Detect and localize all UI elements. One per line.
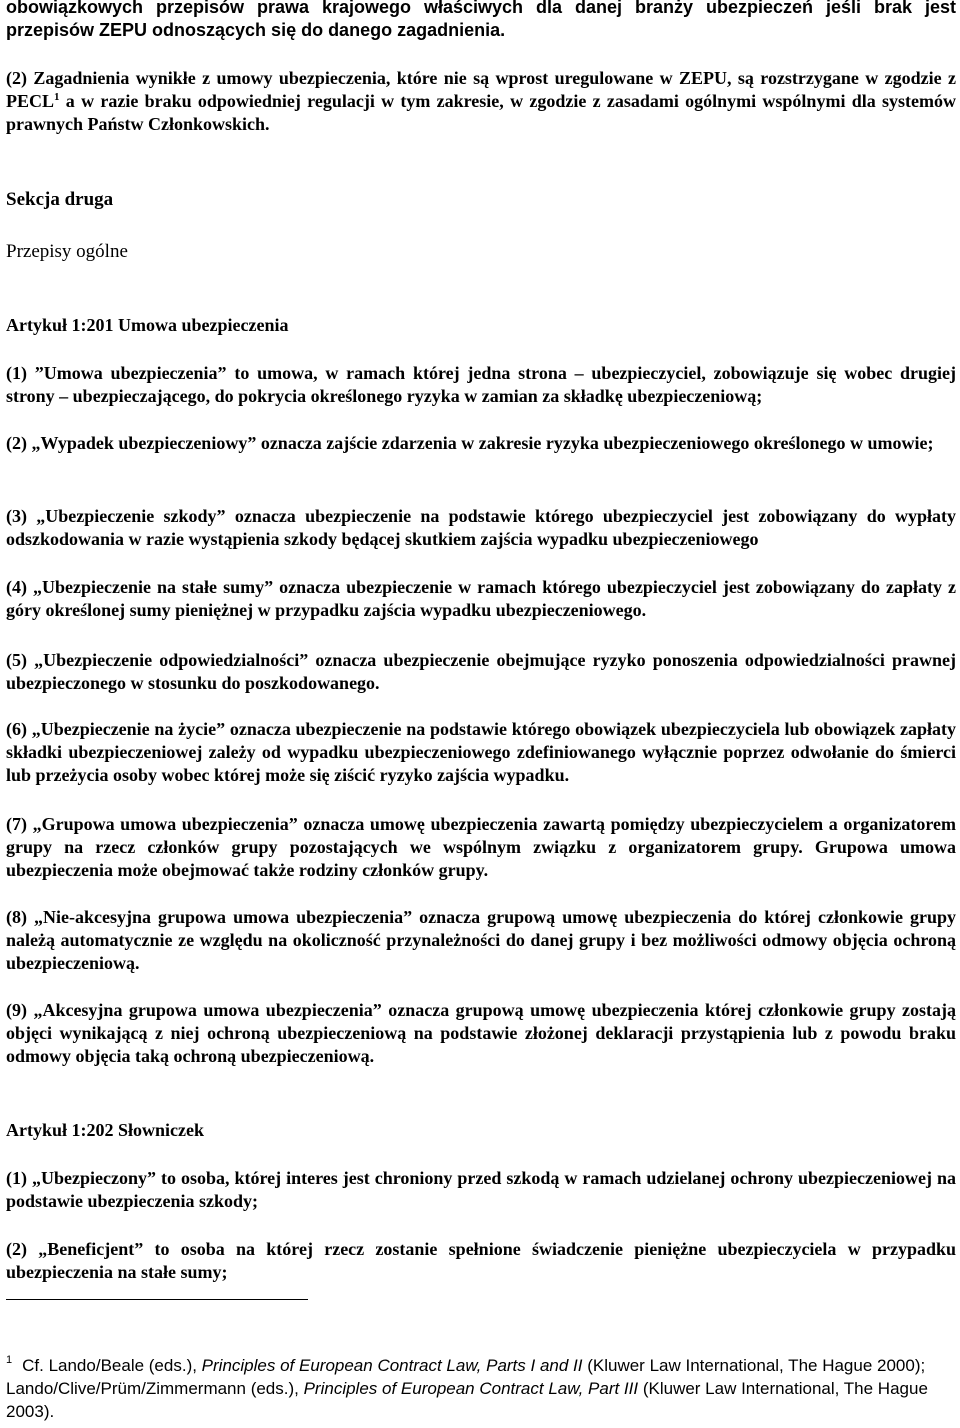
article-1-202-item-2: (2) „Beneficjent” to osoba na której rzecz zostanie spełnione świadczenie pieniężne ubezpieczyciela w przypadku ubezpieczenia na stałe sumy; <box>6 1239 956 1282</box>
footnote-title-1: Principles of European Contract Law, Parts I and II <box>201 1356 583 1375</box>
intro-paragraph-2 <box>6 67 956 136</box>
intro-paragraph-2-text: (2) Zagadnienia wynikłe z umowy ubezpieczenia, które nie są wprost uregulowane w ZEPU, są rozstrzygane w zgodzie z PECL <box>6 68 956 111</box>
section-subheading: Przepisy ogólne <box>6 241 128 262</box>
footnote-mark: 1 <box>6 1354 13 1366</box>
intro-continuation: obowiązkowych przepisów prawa krajowego właściwych dla danej branży ubezpieczeń jeśli brak jest przepisów ZEPU odnoszących się do danego zagadnienia. <box>6 0 956 40</box>
footnote-text-2: (Kluwer Law International, The Hague 2000); Lando/Clive/Prüm/Zimmermann (eds.), <box>6 1356 926 1398</box>
article-1-201-item-3: (3) „Ubezpieczenie szkody” oznacza ubezpieczenie na podstawie którego ubezpieczyciel jest zobowiązany do wypłaty odszkodowania w razie wystąpienia szkody będącej skutkiem zajścia wypadku ubezpieczeniowego <box>6 506 956 549</box>
article-1-202-heading: Artykuł 1:202 Słowniczek <box>6 1120 204 1140</box>
footnote-title-2: Principles of European Contract Law, Part III <box>303 1379 639 1398</box>
article-1-201-item-9: (9) „Akcesyjna grupowa umowa ubezpieczenia” oznacza grupową umowę ubezpieczenia której członkowie grupy zostają objęci wynikającą z niej ochroną ubezpieczeniową na podstawie złożonej deklaracji przystąpienia lub z powodu braku odmowy objęcia taką ochroną ubezpieczeniową. <box>6 1000 956 1066</box>
footnote-text-3: (Kluwer Law International, The Hague 2003). <box>6 1379 928 1421</box>
section-heading: Sekcja druga <box>6 189 114 210</box>
article-1-201-item-5: (5) „Ubezpieczenie odpowiedzialności” oznacza ubezpieczenie obejmujące ryzyko ponoszenia odpowiedzialności prawnej ubezpieczonego w stosunku do poszkodowanego. <box>6 650 956 693</box>
footnote-separator <box>6 1299 308 1300</box>
intro-paragraph-2-text-cont: a w razie braku odpowiedniej regulacji w tym zakresie, w zgodzie z zasadami ogólnymi wspólnymi dla systemów prawnych Państw Członkowskich. <box>6 91 956 134</box>
article-1-202-item-1: (1) „Ubezpieczony” to osoba, której interes jest chroniony przed szkodą w ramach udzielanej ochrony ubezpieczeniowej na podstawie ubezpieczenia szkody; <box>6 1168 956 1211</box>
footnote-reference[interactable]: 1 <box>54 91 60 103</box>
article-1-201-heading: Artykuł 1:201 Umowa ubezpieczenia <box>6 315 289 335</box>
footnote <box>6 1354 956 1423</box>
footnote-text: Cf. Lando/Beale (eds.), <box>22 1356 202 1375</box>
article-1-201-item-2: (2) „Wypadek ubezpieczeniowy” oznacza zajście zdarzenia w zakresie ryzyka ubezpieczeniowego określonego w umowie; <box>6 433 934 453</box>
article-1-201-item-4: (4) „Ubezpieczenie na stałe sumy” oznacza ubezpieczenie w ramach którego ubezpieczyciel jest zobowiązany do zapłaty z góry określonej sumy pieniężnej w przypadku zajścia wypadku ubezpieczeniowego. <box>6 577 956 620</box>
article-1-201-item-8: (8) „Nie-akcesyjna grupowa umowa ubezpieczenia” oznacza grupową umowę ubezpieczenia do której członkowie grupy należą automatycznie ze względu na okoliczność przynależności do danej grupy i bez możliwości odmowy objęcia ochroną ubezpieczeniową. <box>6 907 956 973</box>
article-1-201-item-7: (7) „Grupowa umowa ubezpieczenia” oznacza umowę ubezpieczenia zawartą pomiędzy ubezpieczycielem a organizatorem grupy na rzecz członków grupy pozostających we wspólnym związku z organizatorem grupy. Grupowa umowa ubezpieczenia może obejmować także rodziny członków grupy. <box>6 814 956 880</box>
article-1-201-item-1: (1) ”Umowa ubezpieczenia” to umowa, w ramach której jedna strona – ubezpieczyciel, zobowiązuje się wobec drugiej strony – ubezpieczającego, do pokrycia określonego ryzyka w zamian za składkę ubezpieczeniową; <box>6 363 956 406</box>
article-1-201-item-6: (6) „Ubezpieczenie na życie” oznacza ubezpieczenie na podstawie którego obowiązek ubezpieczyciela lub obowiązek zapłaty składki ubezpieczeniowej zależy od wypadku ubezpieczeniowego zdefiniowanego wyłącznie poprzez odwołanie do śmierci lub przeżycia osoby wobec której może się ziścić ryzyko zajścia wypadku. <box>6 719 956 785</box>
